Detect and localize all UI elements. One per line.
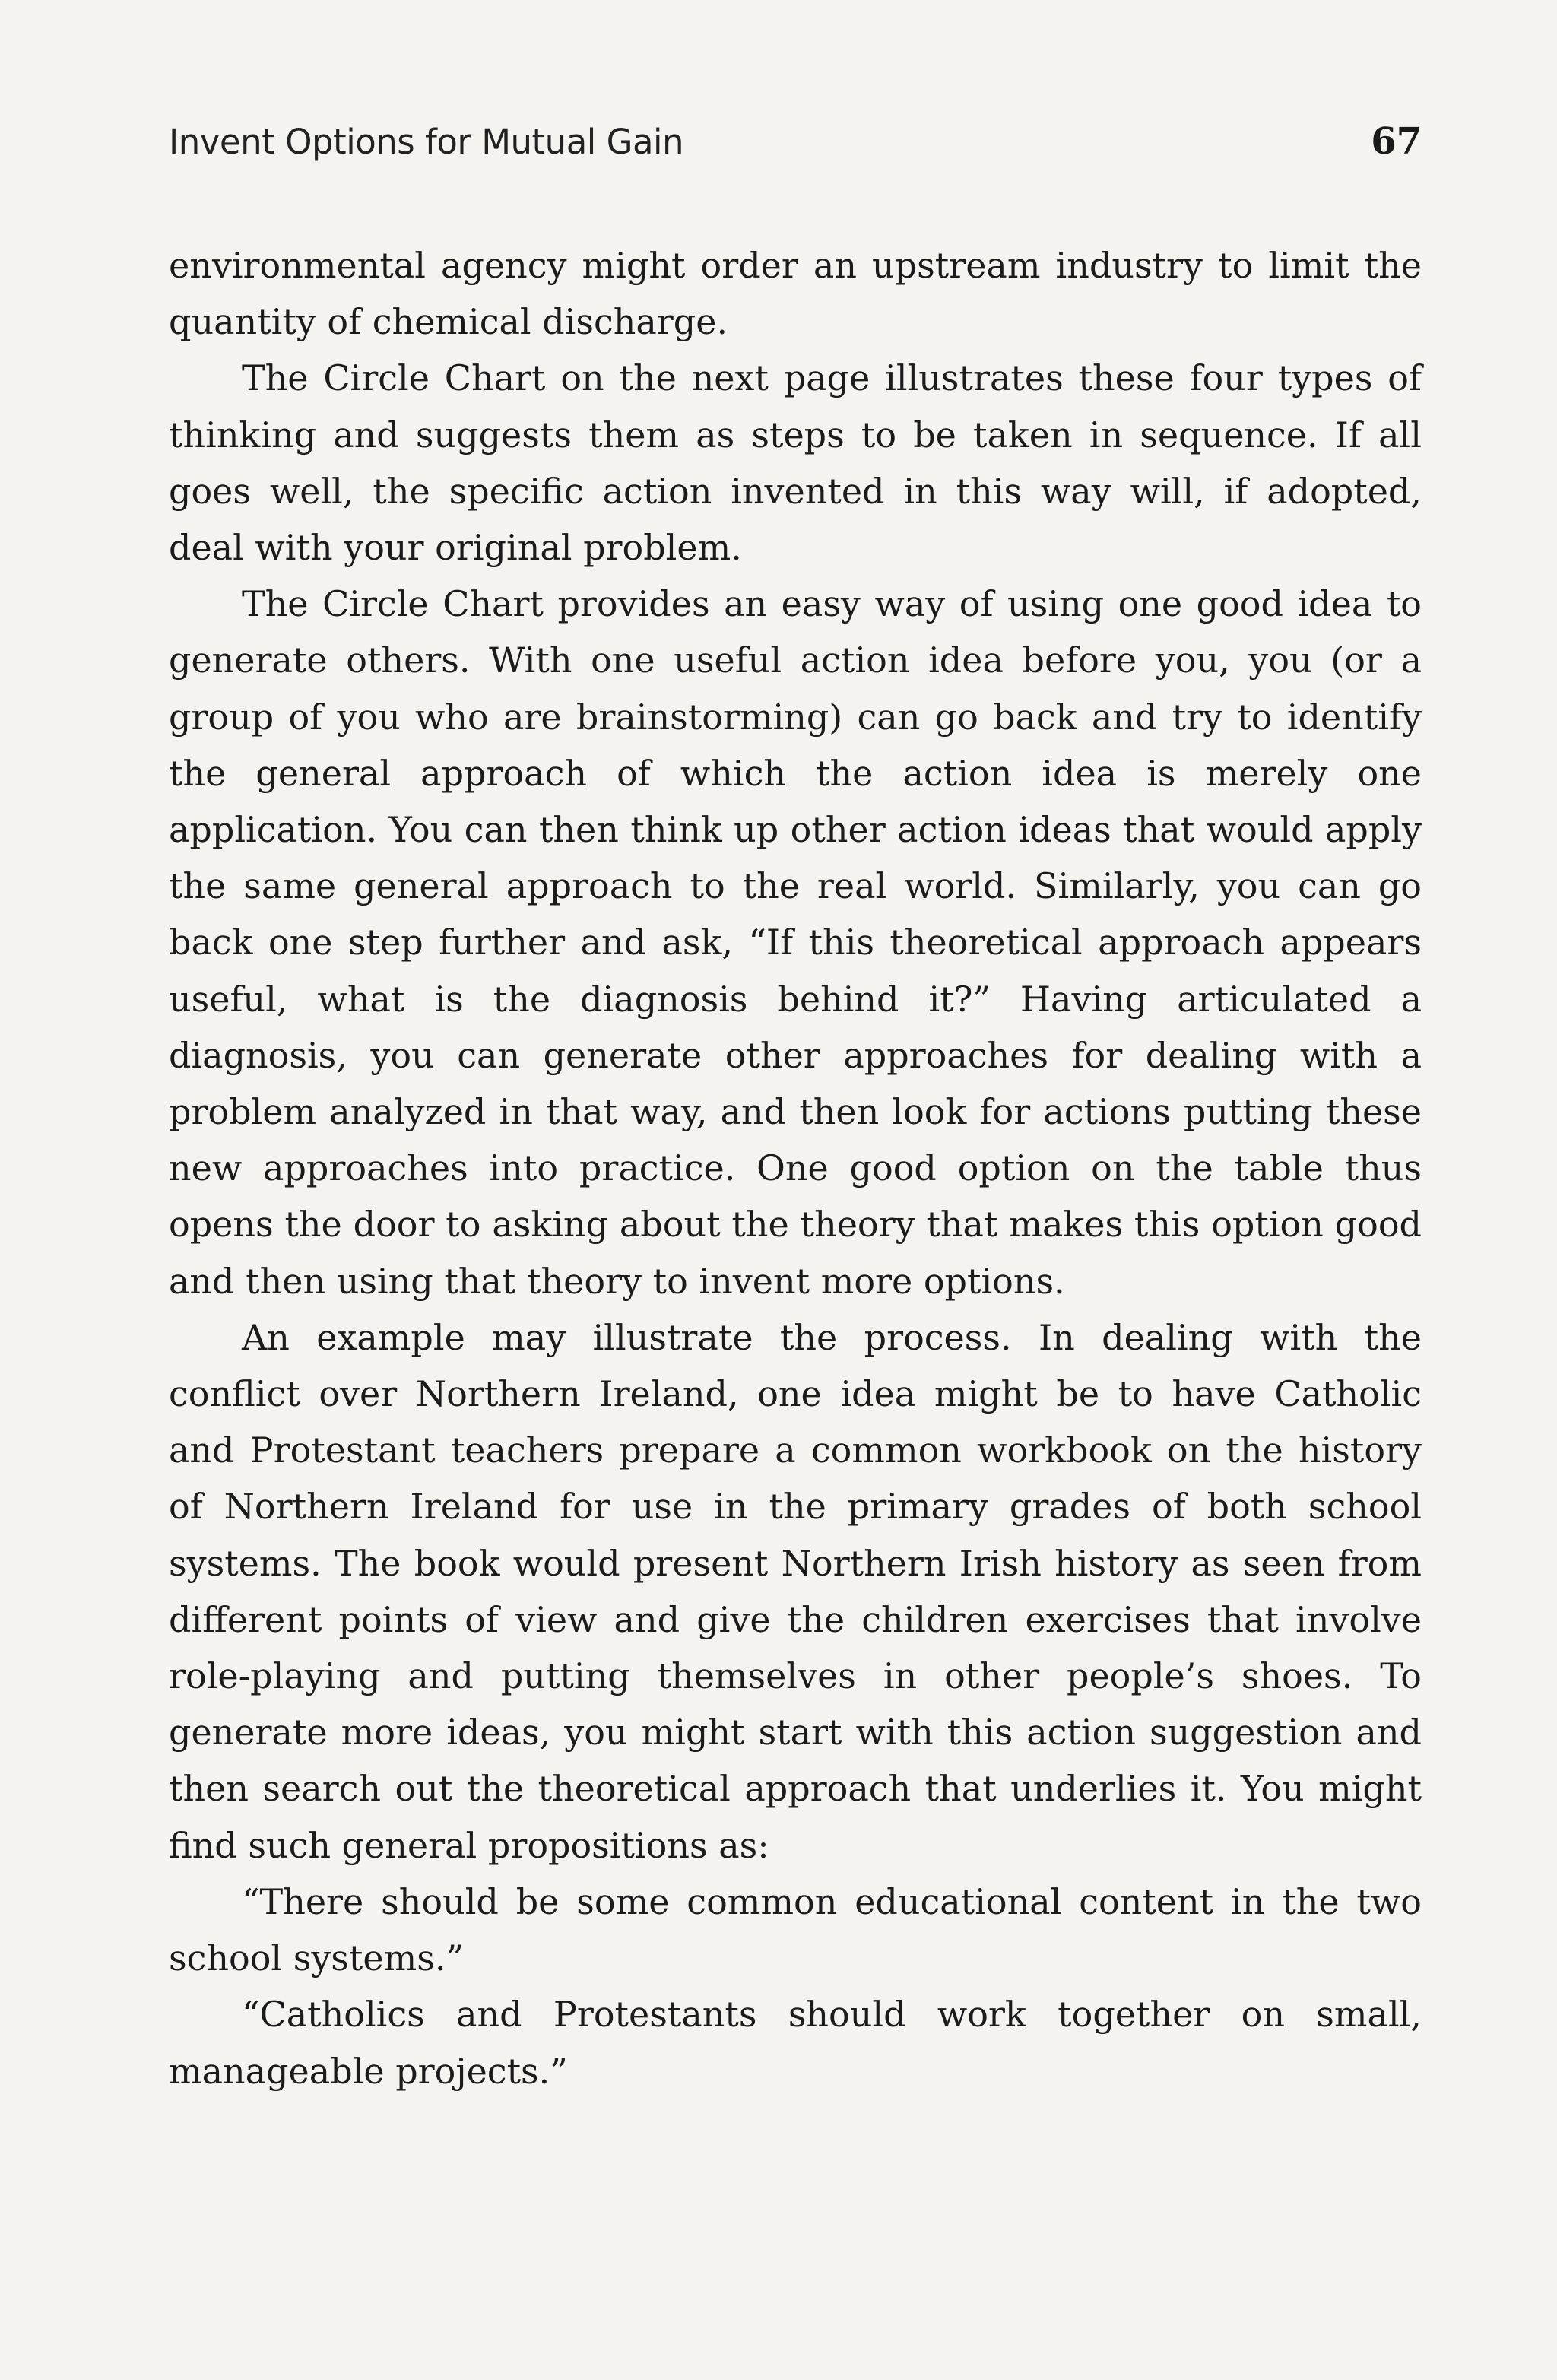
paragraph-circle-chart-method: The Circle Chart provides an easy way of using one good idea to generate others. With one useful action idea before you, you (or a group of you who are brainstorming) can go back and try to identify the general approach of which the action idea is merely one application. You can then think up other action ideas that would apply the same general approach to the real world. Similarly, you can go back one step further and ask, “If this theoretical approach appears useful, what is the diagnosis behind it?” Having articulated a diagnosis, you can generate other approaches for dealing with a problem analyzed in that way, and then look for actions putting these new approaches into practice. One good option on the table thus opens the door to asking about the theory that makes this option good and then using that theory to invent more options.: [169, 583, 1422, 1302]
running-title: Invent Options for Mutual Gain: [169, 122, 684, 162]
quote-common-content: “There should be some common educational content in the two school systems.”: [169, 1880, 1422, 1979]
paragraph-continued: environmental agency might order an upstream industry to limit the quantity of chemical discharge.: [169, 245, 1422, 343]
paragraph-northern-ireland-example: An example may illustrate the process. In dealing with the conflict over Northern Ireland, one idea might be to have Catholic and Protestant teachers prepare a common workbook on the history of Northern Ireland for use in the primary grades of both school systems. The book would present Northern Irish history as seen from different points of view and give the children exercises that involve role-playing and putting themselves in other people’s shoes. To generate more ideas, you might start with this action suggestion and then search out the theoretical approach that underlies it. You might find such general propositions as:: [169, 1316, 1422, 1866]
running-head: [169, 122, 1422, 182]
body-text: [169, 237, 1422, 2099]
quote-work-together: “Catholics and Protestants should work together on small, manageable projects.”: [169, 1994, 1422, 2092]
paragraph-circle-chart-intro: The Circle Chart on the next page illustrates these four types of thinking and suggests them as steps to be taken in sequence. If all goes well, the specific action invented in this way will, if adopted, deal with your original problem.: [169, 357, 1422, 569]
page-number: 67: [1371, 120, 1422, 163]
